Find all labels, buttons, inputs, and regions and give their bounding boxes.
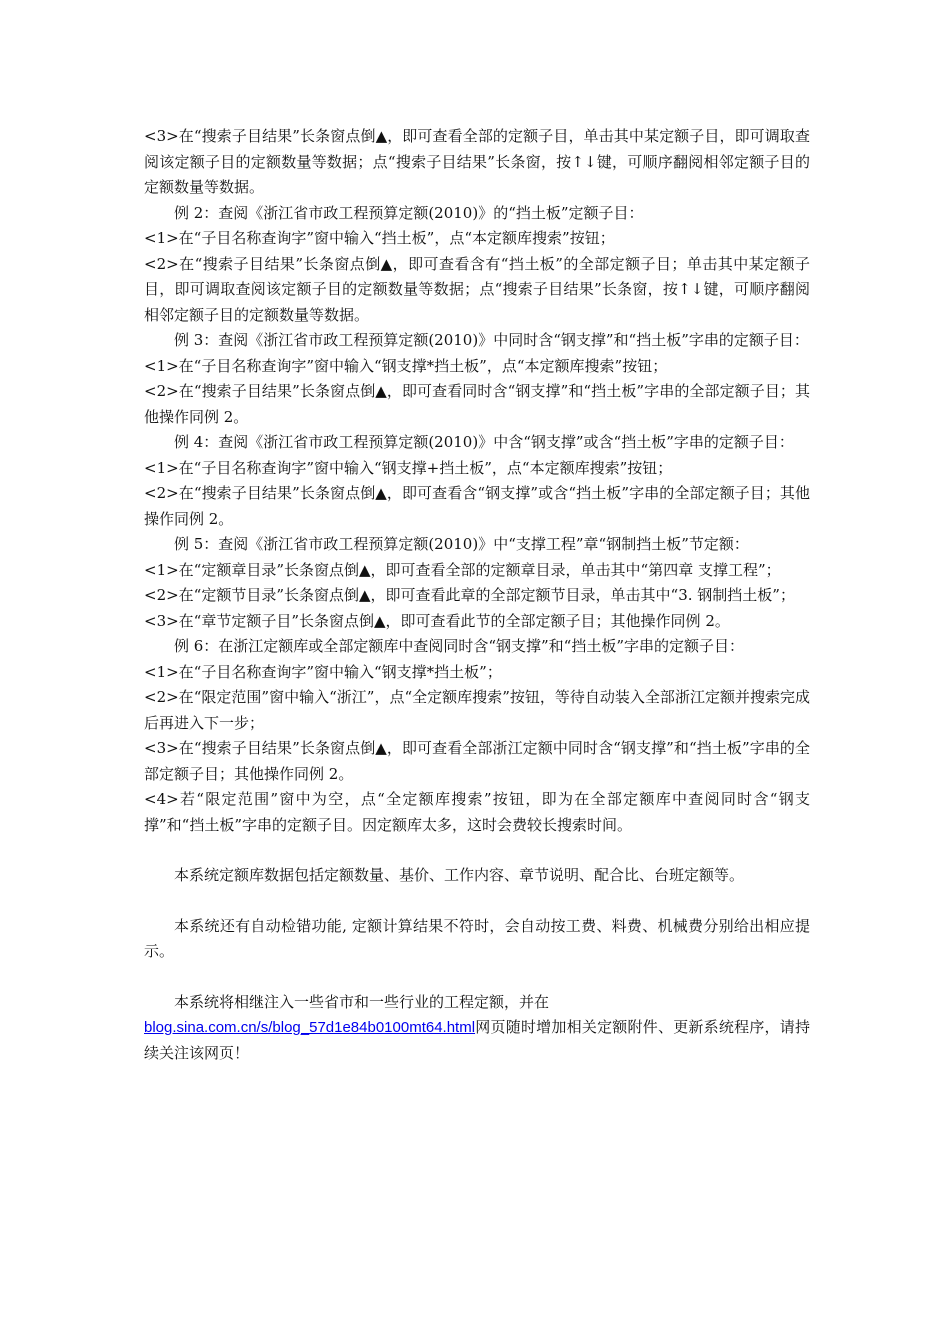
example-4-heading: 例 4：查阅《浙江省市政工程预算定额(2010)》中含“钢支撑”或含“挡土板”字串的定额子目： bbox=[174, 433, 794, 451]
example-6-step-1: <1>在“子目名称查询字”窗中输入“钢支撑*挡土板”； bbox=[144, 662, 502, 681]
document-body bbox=[144, 124, 810, 1066]
example-2-heading: 例 2：查阅《浙江省市政工程预算定额(2010)》的“挡土板”定额子目： bbox=[174, 203, 644, 222]
example-2-step-1: <1>在“子目名称查询字”窗中输入“挡土板”，点“本定额库搜索”按钮； bbox=[144, 229, 615, 247]
example-4-step-1: <1>在“子目名称查询字”窗中输入“钢支撑+挡土板”，点“本定额库搜索”按钮； bbox=[144, 458, 673, 477]
future-updates-paragraph: 本系统将相继注入一些省市和一些行业的工程定额，并在 bbox=[174, 992, 550, 1011]
example-5-step-1: <1>在“定额章目录”长条窗点倒▲，即可查看全部的定额章目录，单击其中“第四章 支撑工程”； bbox=[144, 560, 781, 579]
blog-link-paragraph bbox=[144, 1015, 810, 1066]
example-4-step-2: <2>在“搜索子目结果”长条窗点倒▲，即可查看含“钢支撑”或含“挡土板”字串的全部定额子目；其他操作同例 2。 bbox=[144, 484, 810, 528]
closing-text: 网页随时增加相关定额附件、更新系统程序，请持续关注该网页！ bbox=[144, 1018, 810, 1062]
paragraph-gap bbox=[144, 965, 810, 990]
paragraph-gap bbox=[144, 889, 810, 914]
paragraph-gap bbox=[144, 838, 810, 863]
example-6-step-2: <2>在“限定范围”窗中输入“浙江”，点“全定额库搜索”按钮，等待自动装入全部浙江定额并搜索完成后再进入下一步； bbox=[144, 688, 810, 732]
example-3-heading: 例 3：查阅《浙江省市政工程预算定额(2010)》中同时含“钢支撑”和“挡土板”字串的定额子目： bbox=[174, 331, 809, 349]
example-5-step-3: <3>在“章节定额子目”长条窗点倒▲，即可查看此节的全部定额子目；其他操作同例 2。 bbox=[144, 611, 730, 630]
example-3-step-1: <1>在“子目名称查询字”窗中输入“钢支撑*挡土板”，点“本定额库搜索”按钮； bbox=[144, 356, 668, 375]
example-5-heading: 例 5：查阅《浙江省市政工程预算定额(2010)》中“支撑工程”章“钢制挡土板”节定额： bbox=[174, 535, 749, 553]
example-3-step-2: <2>在“搜索子目结果”长条窗点倒▲，即可查看同时含“钢支撑”和“挡土板”字串的全部定额子目；其他操作同例 2。 bbox=[144, 382, 810, 426]
database-contents-paragraph: 本系统定额库数据包括定额数量、基价、工作内容、章节说明、配合比、台班定额等。 bbox=[174, 866, 745, 884]
example-2-step-2: <2>在“搜索子目结果”长条窗点倒▲，即可查看含有“挡土板”的全部定额子目；单击其中某定额子目，即可调取查阅该定额子目的定额数量等数据；点“搜索子目结果”长条窗，按↑↓键，可顺序翻阅相邻定额子目的定额数量等数据。 bbox=[144, 254, 810, 324]
example-6-heading: 例 6：在浙江定额库或全部定额库中查阅同时含“钢支撑”和“挡土板”字串的定额子目： bbox=[174, 637, 744, 655]
error-check-paragraph: 本系统还有自动检错功能, 定额计算结果不符时，会自动按工费、料费、机械费分别给出相应提示。 bbox=[144, 916, 810, 960]
example-6-step-4: <4>若“限定范围”窗中为空，点“全定额库搜索”按钮，即为在全部定额库中查阅同时含“钢支撑”和“挡土板”字串的定额子目。因定额库太多，这时会费较长搜索时间。 bbox=[144, 790, 810, 834]
blog-link[interactable]: blog.sina.com.cn/s/blog_57d1e84b0100mt64.html bbox=[144, 1019, 476, 1036]
example-6-step-3: <3>在“搜索子目结果”长条窗点倒▲，即可查看全部浙江定额中同时含“钢支撑”和“挡土板”字串的全部定额子目；其他操作同例 2。 bbox=[144, 739, 810, 783]
paragraph-step-3: <3>在“搜索子目结果”长条窗点倒▲，即可查看全部的定额子目，单击其中某定额子目，即可调取查阅该定额子目的定额数量等数据；点“搜索子目结果”长条窗，按↑↓键，可顺序翻阅相邻定额子目的定额数量等数据。 bbox=[144, 127, 810, 196]
example-5-step-2: <2>在“定额节目录”长条窗点倒▲，即可查看此章的全部定额节目录，单击其中“3. 钢制挡土板”； bbox=[144, 586, 795, 604]
